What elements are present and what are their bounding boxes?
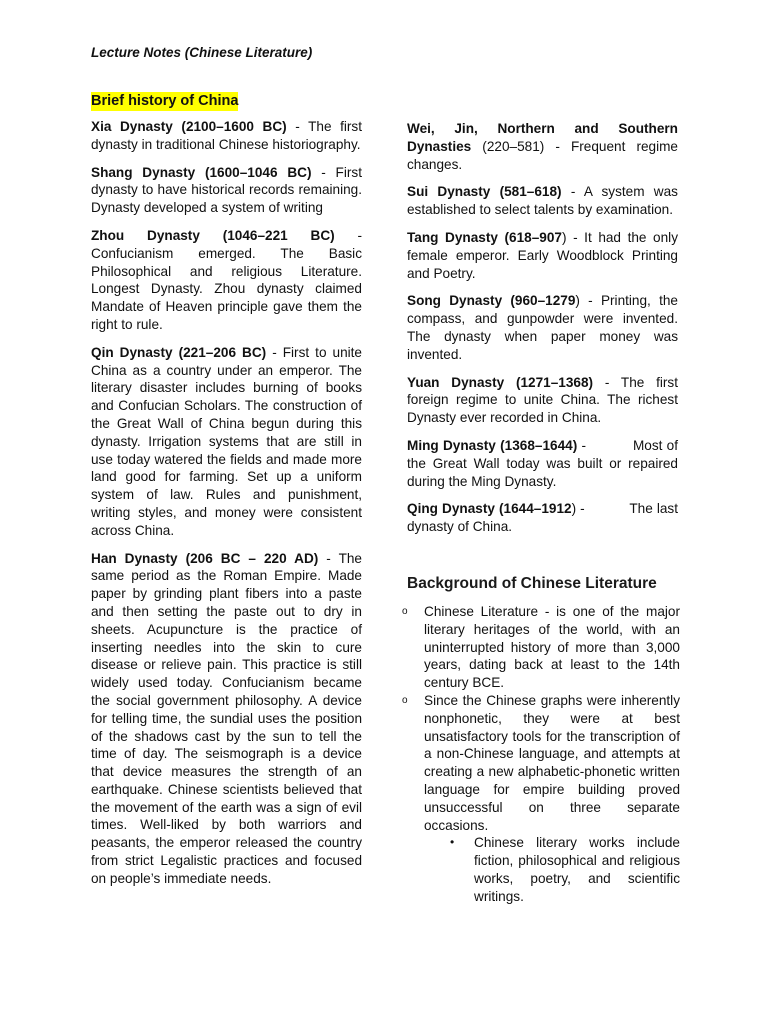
hollow-bullet-icon: o: [402, 606, 408, 617]
sub-list-item-text: Chinese literary works include fiction, philosophical and religious works, poetry, and scientific writings.: [474, 835, 680, 904]
background-bullet-list: [400, 603, 680, 906]
dynasty-name: Qing Dynasty (1644–1912: [407, 501, 572, 517]
list-item: [400, 692, 680, 834]
dynasty-name: Zhou Dynasty (1046–221 BC): [91, 227, 335, 243]
dynasty-name: Wei, Jin, Northern and Southern Dynasties: [407, 121, 678, 154]
history-right-column: [407, 120, 682, 546]
dynasty-name: Ming Dynasty (1368–1644): [407, 437, 578, 453]
dynasty-text: ) - Printing, the compass, and gunpowder were invented. The dynasty when paper money was invented.: [407, 293, 678, 362]
dynasty-entry: [407, 229, 678, 282]
dynasty-entry: [91, 550, 362, 888]
dynasty-text: - Most of the Great Wall today was built or repaired during the Ming Dynasty.: [407, 437, 682, 489]
list-item: [400, 603, 680, 692]
dynasty-text: ) - It had the only female emperor. Early Woodblock Printing and Poetry.: [407, 229, 678, 281]
dynasty-name: Tang Dynasty (618–907: [407, 229, 562, 245]
dynasty-entry: [91, 164, 362, 217]
list-item-text: Chinese Literature - is one of the major literary heritages of the world, with an uninterrupted history of more than 3,000 years, dating back at least to the 14th century BCE.: [424, 604, 680, 691]
dynasty-text: - Confucianism emerged. The Basic Philosophical and religious Literature. Longest Dynasty. Zhou dynasty claimed Mandate of Heaven principle gave them the right to rule.: [91, 227, 362, 332]
dynasty-name: Song Dynasty (960–1279: [407, 293, 576, 309]
dynasty-name: Xia Dynasty (2100–1600 BC): [91, 119, 287, 134]
dynasty-entry: [407, 120, 678, 173]
dynasty-text: - First to unite China as a country under an emperor. The literary disaster includes burning of books and Confucian Scholars. The construction of the Great Wall of China begun during this dynasty. Irrigation systems that are still in use today watered the fields and made more land good for farming. Set up a uniform system of law. Rules and punishment, writing styles, and money were consistent across China.: [91, 344, 362, 538]
list-item-text: Since the Chinese graphs were inherently nonphonetic, they were at best unsatisfactory tools for the transcription of a non-Chinese language, and attempts at creating a new alphabetic-phonetic written language for empire building proved unsuccessful on three separate occasions.: [424, 692, 680, 833]
dynasty-entry: [91, 227, 362, 334]
dynasty-text: - First dynasty to have historical records remaining. Dynasty developed a system of writing: [91, 164, 362, 216]
dynasty-text: - The same period as the Roman Empire. Made paper by grinding plant fibers into a paste and then setting the paste out to dry in sheets. Acupuncture is the practice of inserting needles into the skin to cure disease or relieve pain. This practice is still widely used today. Confucianism became the social government philosophy. A device for telling time, the sundial uses the position of the shadows cast by the sun to tell the time of day. The seismograph is a device that device measures the strength of an earthquake. Chinese scientists believed that the movement of the earth was a sign of evil times. Well-liked by both warriors and peasants, the emperor released the country from strict Legalistic practices and focused on people’s immediate needs.: [91, 550, 362, 886]
dynasty-entry: [407, 292, 678, 363]
history-left-column: [91, 92, 362, 898]
dynasty-text: ) - The last dynasty of China.: [407, 501, 682, 535]
dynasty-text: - The first foreign regime to unite China. The richest Dynasty ever recorded in China.: [407, 374, 678, 426]
dynasty-entry: [407, 437, 682, 490]
dynasty-text: - A system was established to select talents by examination.: [407, 184, 678, 218]
sub-list-item: [450, 834, 680, 905]
dynasty-name: Han Dynasty (206 BC – 220 AD): [91, 550, 319, 566]
dynasty-entry: [91, 118, 362, 154]
hollow-bullet-icon: o: [402, 694, 408, 706]
dynasty-name: Qin Dynasty (221–206 BC): [91, 344, 267, 360]
dynasty-text: (220–581) - Frequent regime changes.: [407, 138, 678, 172]
dynasty-entry: [91, 344, 362, 540]
section-heading-history: Brief history of China: [91, 93, 239, 109]
section-heading-background: Background of Chinese Literature: [407, 575, 657, 592]
dynasty-name: Yuan Dynasty (1271–1368): [407, 374, 594, 390]
dynasty-entry: [407, 500, 682, 536]
page-title: Lecture Notes (Chinese Literature): [91, 45, 313, 60]
dynasty-text: - The first dynasty in traditional Chinese historiography.: [91, 119, 363, 152]
dynasty-entry: [407, 183, 678, 219]
bullet-icon: •: [450, 835, 455, 850]
dynasty-name: Sui Dynasty (581–618): [407, 184, 562, 200]
dynasty-name: Shang Dynasty (1600–1046 BC): [91, 164, 312, 180]
dynasty-entry: [407, 374, 678, 427]
